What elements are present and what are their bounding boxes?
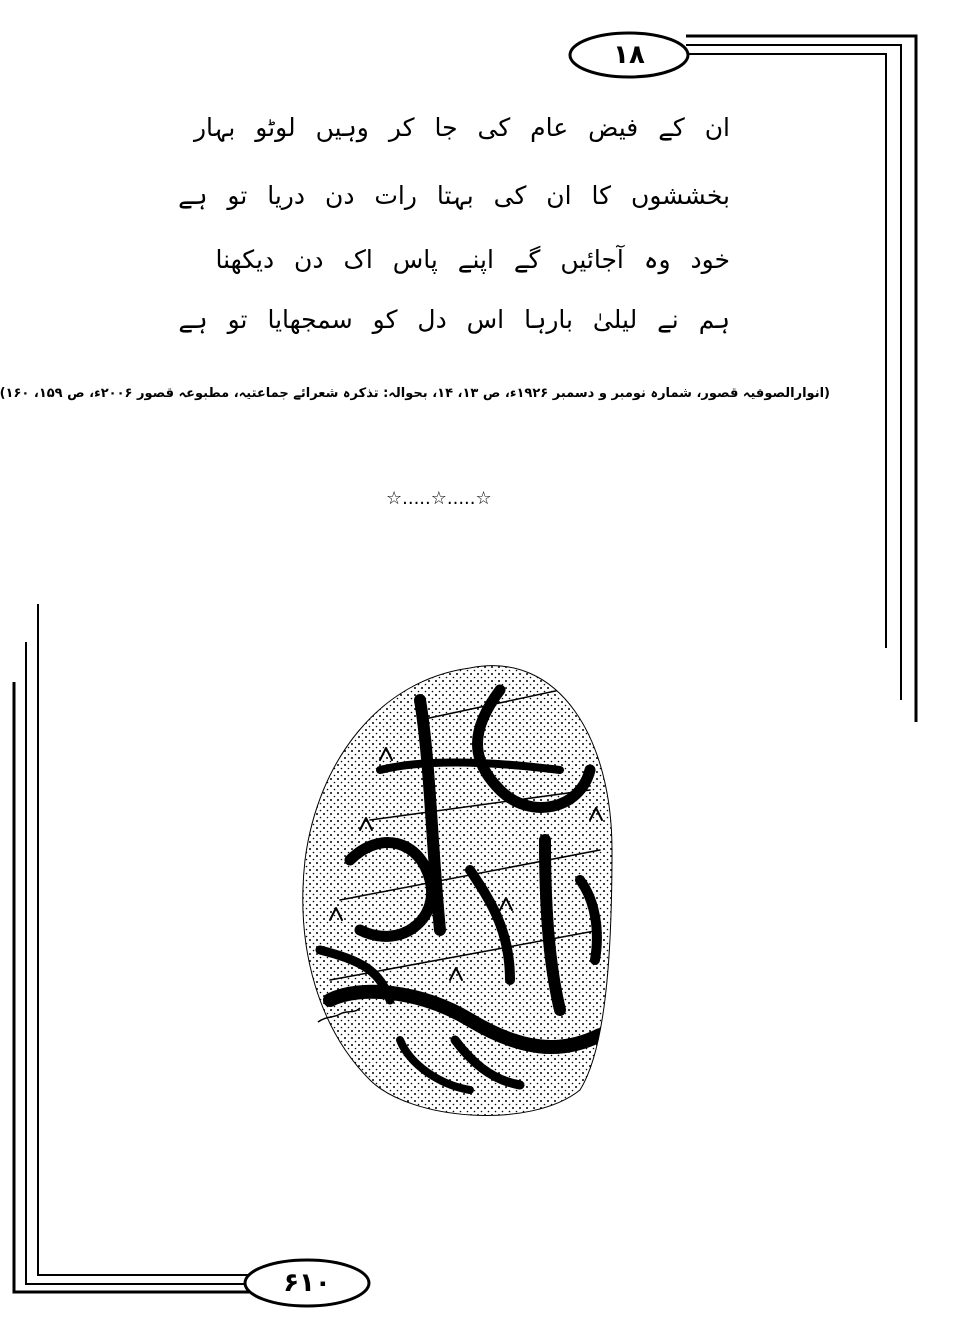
verse-line-4: ہم نے لیلیٰ بارہا اس دل کو سمجھایا تو ہے [178, 305, 730, 334]
bottom-page-number: ۶۱۰ [283, 1268, 331, 1298]
source-citation: (انوارالصوفیہ قصور، شمارہ نومبر و دسمبر ۱۹۲۶ء، ص ۱۳، ۱۴، بحوالہ: تذکرہ شعرائے جماعتیہ، مطبوعہ قصور ۲۰۰۶ء، ص ۱۵۹، ۱۶۰) [0, 386, 830, 401]
star-separator: ☆.....☆.....☆ [386, 488, 492, 509]
top-page-number: ۱۸ [613, 40, 645, 70]
verse-line-3: خود وہ آجائیں گے اپنے پاس اک دن دیکھنا [215, 245, 730, 274]
verse-line-2: بخششوں کا ان کی بہتا رات دن دریا تو ہے [178, 181, 730, 210]
verse-line-1: ان کے فیض عام کی جا کر وہیں لوٹو بہار [193, 113, 730, 142]
